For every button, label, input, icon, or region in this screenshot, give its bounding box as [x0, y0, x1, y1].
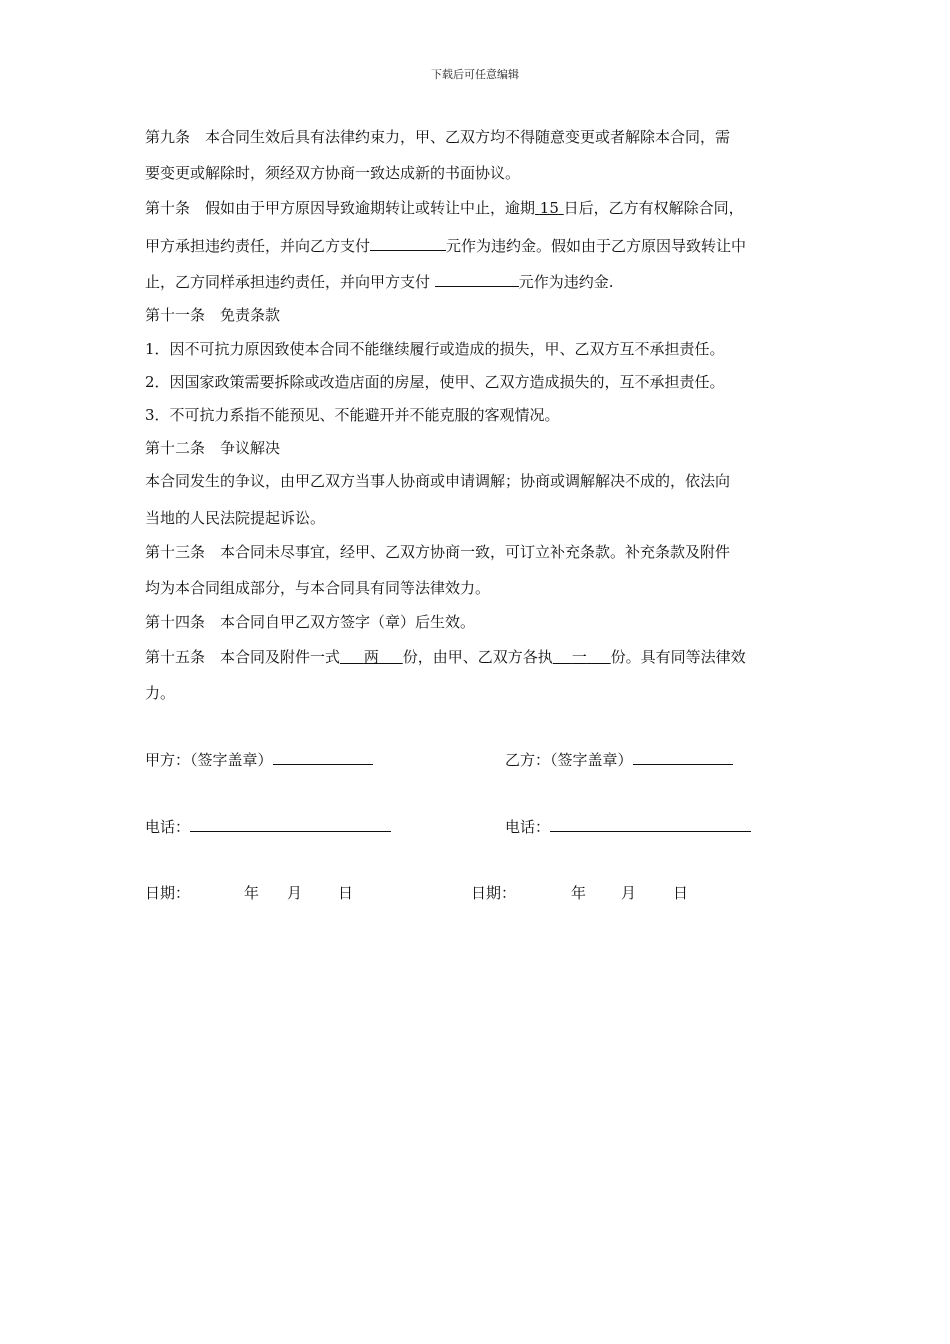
- party-a-signature-field[interactable]: [273, 750, 373, 765]
- overdue-days-value: 15: [539, 199, 559, 217]
- article-15-text-b: 份，由甲、乙双方各执: [402, 648, 553, 666]
- article-13-line-1: 第十三条 本合同未尽事宜，经甲、乙双方协商一致，可订立补充条款。补充条款及附件: [145, 543, 731, 561]
- party-b-day-label: 日: [673, 884, 689, 902]
- article-10-text-d: 元作为违约金。假如由于乙方原因导致转让中: [446, 237, 747, 255]
- article-15-text-c: 份。具有同等法律效: [610, 648, 746, 666]
- party-b-phone: [505, 817, 751, 837]
- party-b-month-label: 月: [621, 884, 637, 902]
- party-b-signature: [505, 750, 733, 770]
- article-10-line-1: [145, 198, 744, 218]
- party-a-phone-field[interactable]: [190, 817, 391, 832]
- article-13-line-2: 均为本合同组成部分，与本合同具有同等法律效力。: [145, 579, 491, 597]
- article-14: 第十四条 本合同自甲乙双方签字（章）后生效。: [145, 613, 476, 631]
- party-a-label: 甲方：（签字盖章）: [145, 751, 273, 769]
- page-header: 下载后可任意编辑: [431, 68, 519, 81]
- article-15-line-2: 力。: [145, 684, 176, 702]
- article-12-line-1: 本合同发生的争议，由甲乙双方当事人协商或申请调解；协商或调解解决不成的，依法向: [145, 472, 731, 490]
- party-b-phone-label: 电话：: [505, 818, 551, 836]
- party-b-label: 乙方：（签字盖章）: [505, 751, 633, 769]
- article-10-text-b: 日后，乙方有权解除合同，: [563, 199, 744, 217]
- party-b-signature-field[interactable]: [633, 750, 733, 765]
- party-a-phone: [145, 817, 391, 837]
- party-b-date-label: 日期：: [471, 884, 517, 902]
- party-a-signature: [145, 750, 373, 770]
- article-15-text-a: 第十五条 本合同及附件一式: [145, 648, 341, 666]
- article-15-line-1: [145, 647, 746, 667]
- article-10-text-a: 第十条 假如由于甲方原因导致逾期转让或转让中止，逾期: [145, 199, 536, 217]
- article-12-line-2: 当地的人民法院提起诉讼。: [145, 509, 326, 527]
- party-b-phone-field[interactable]: [550, 817, 751, 832]
- copies-value: 两: [363, 648, 379, 666]
- article-11-item-2: 2．因国家政策需要拆除或改造店面的房屋，使甲、乙双方造成损失的，互不承担责任。: [145, 373, 725, 391]
- copies-each-value: 一: [571, 648, 587, 666]
- article-11-item-3: 3．不可抗力系指不能预见、不能避开并不能克服的客观情况。: [145, 406, 560, 424]
- article-10-line-2: [145, 235, 746, 256]
- article-11-title: 第十一条 免责条款: [145, 306, 281, 324]
- article-10-line-3: [145, 271, 614, 292]
- party-a-month-label: 月: [287, 884, 303, 902]
- article-10-text-e: 止，乙方同样承担违约责任，并向甲方支付: [145, 273, 435, 291]
- article-11-item-1: 1．因不可抗力原因致使本合同不能继续履行或造成的损失，甲、乙双方互不承担责任。: [145, 340, 725, 358]
- party-a-year-label: 年: [244, 884, 260, 902]
- article-12-title: 第十二条 争议解决: [145, 439, 281, 457]
- party-a-phone-label: 电话：: [145, 818, 191, 836]
- penalty-blank-b[interactable]: [435, 271, 519, 287]
- article-9-line-2: 要变更或解除时，须经双方协商一致达成新的书面协议。: [145, 164, 521, 182]
- article-9-line-1: 第九条 本合同生效后具有法律约束力，甲、乙双方均不得随意变更或者解除本合同，需: [145, 128, 731, 146]
- party-b-year-label: 年: [571, 884, 587, 902]
- party-a-date-label: 日期：: [145, 884, 191, 902]
- article-10-text-c: 甲方承担违约责任，并向乙方支付: [145, 237, 371, 255]
- party-a-day-label: 日: [338, 884, 354, 902]
- penalty-blank-a[interactable]: [370, 235, 446, 251]
- article-10-text-f: 元作为违约金.: [518, 273, 614, 291]
